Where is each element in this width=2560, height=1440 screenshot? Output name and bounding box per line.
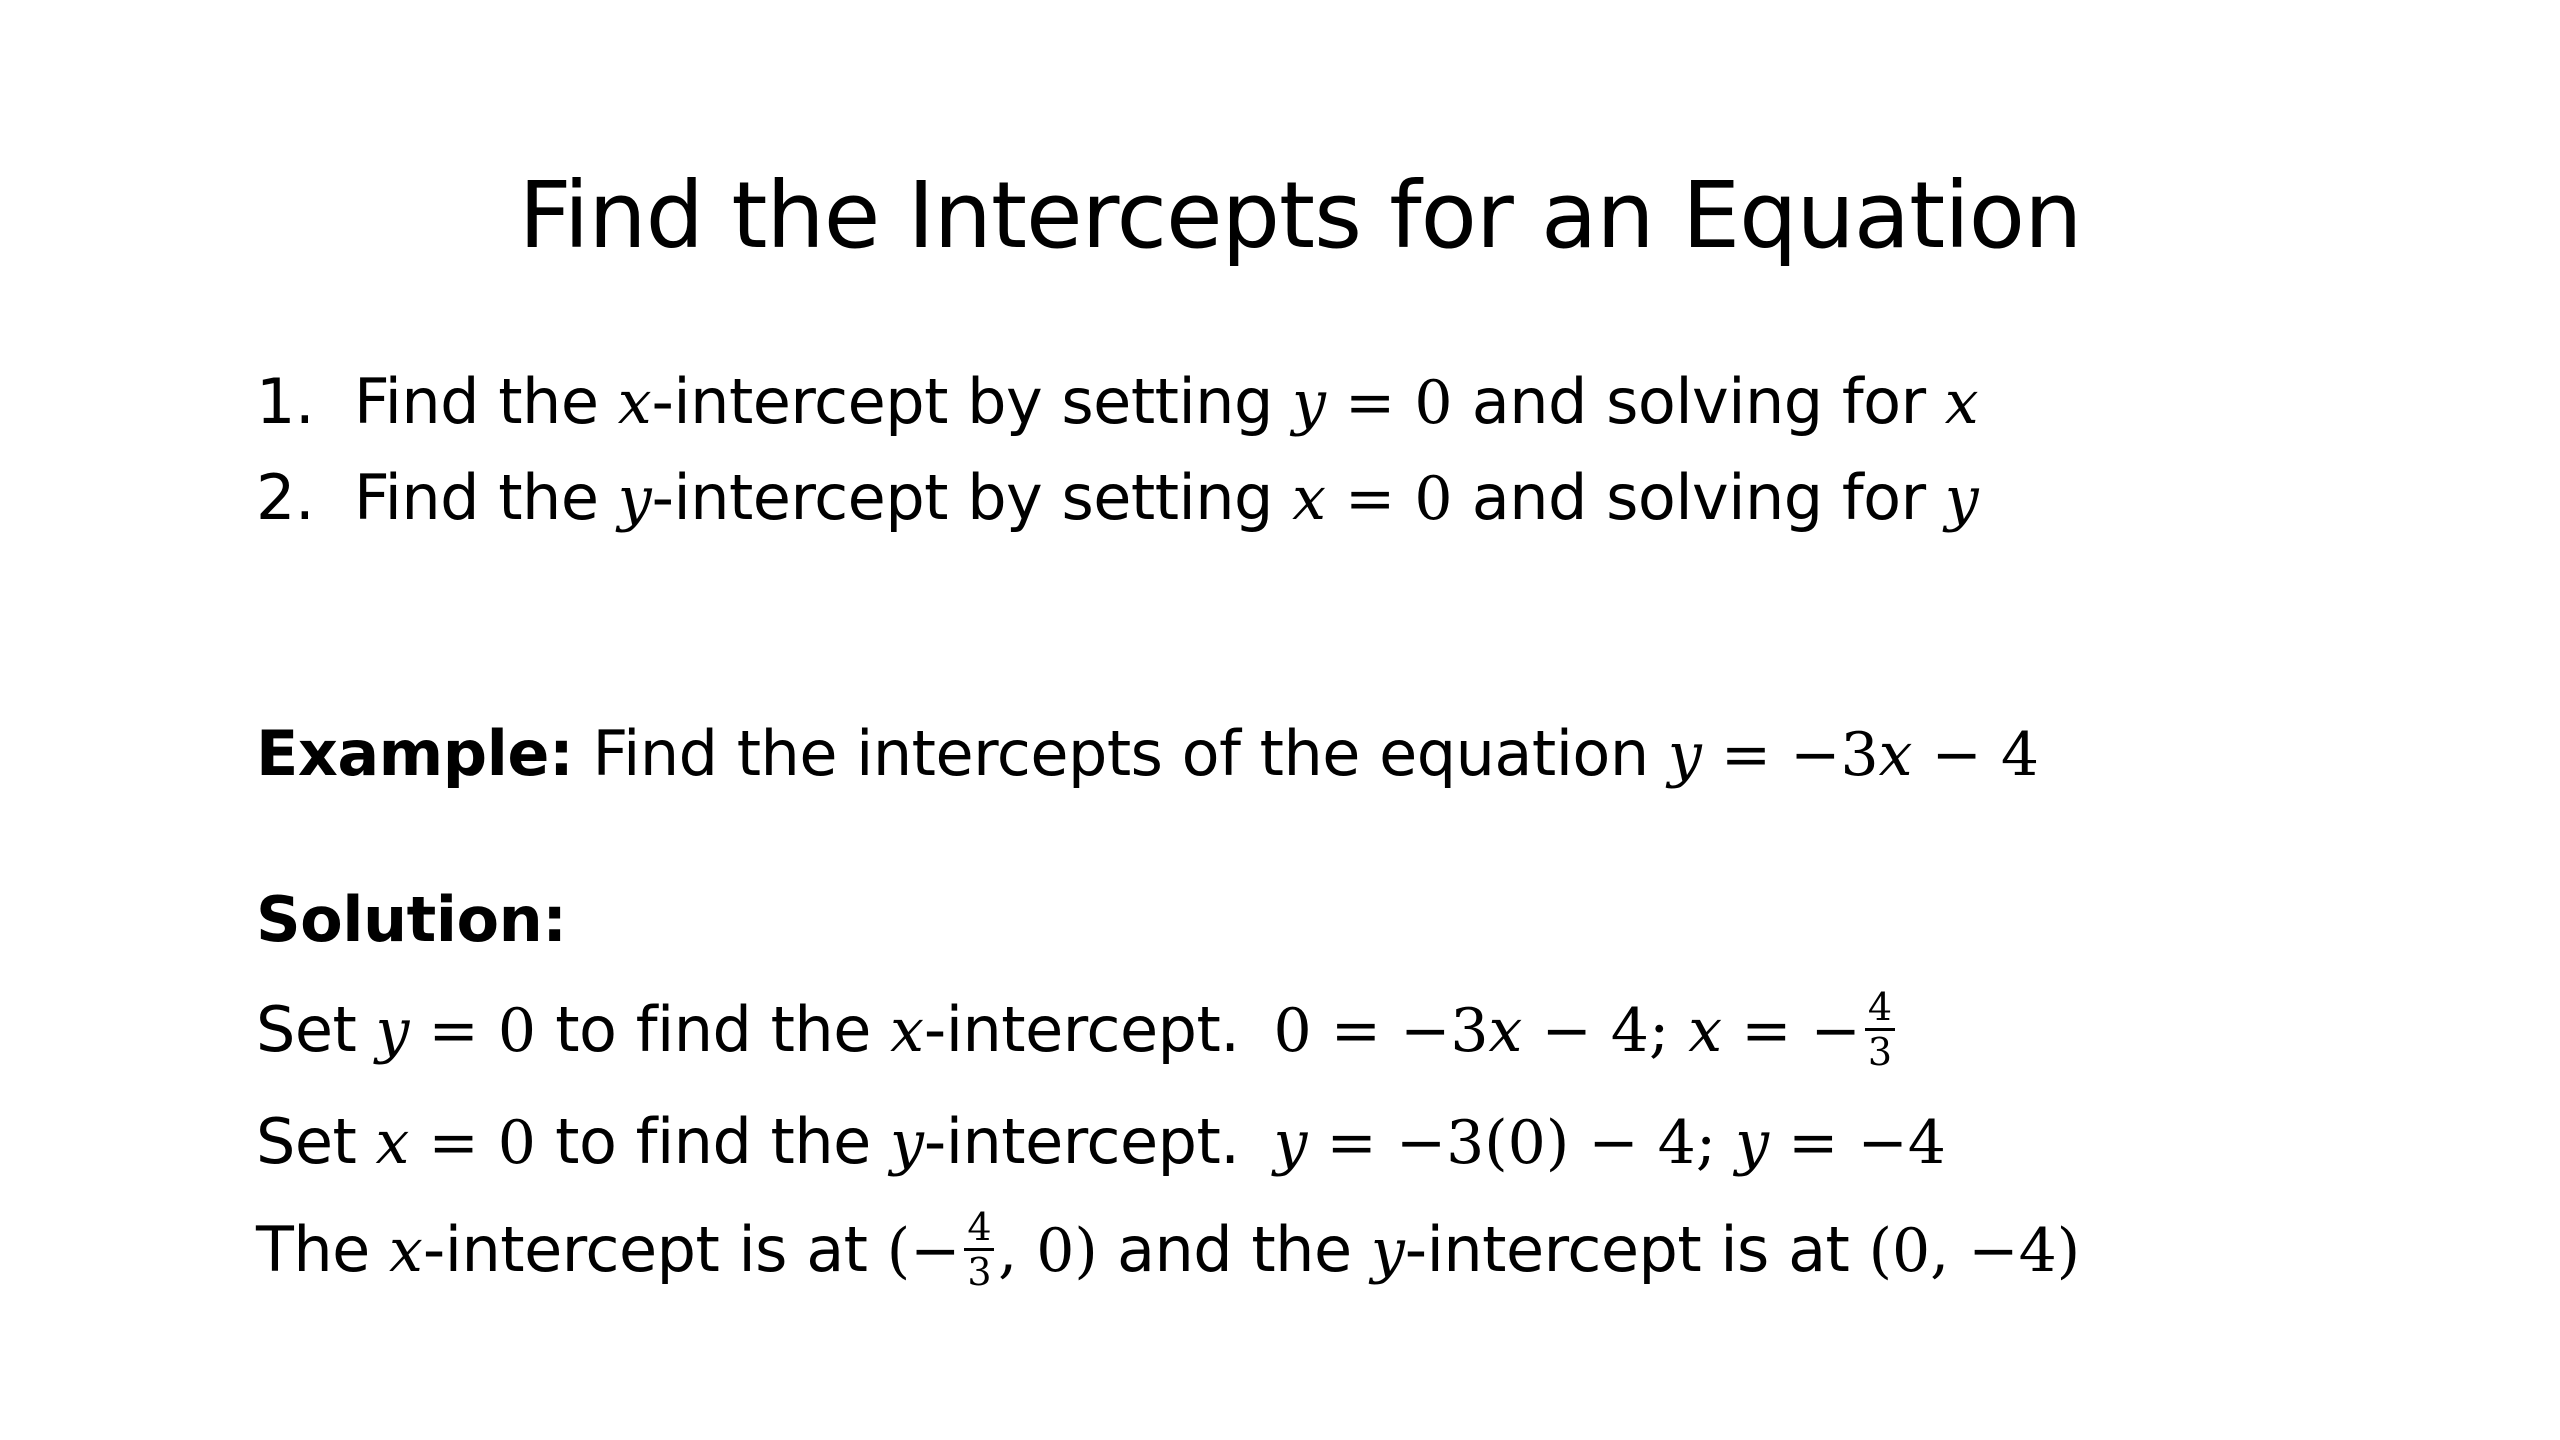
fraction-denominator: 3	[1867, 1030, 1892, 1075]
math-var: x	[1488, 996, 1523, 1066]
fraction-denominator: 3	[967, 1250, 992, 1295]
math-expr: = −3(0) − 4;	[1307, 1108, 1736, 1178]
math-var: x	[1944, 368, 1979, 438]
math-var: y	[1292, 368, 1326, 438]
math-var: x	[389, 1216, 423, 1286]
math-expr: = −3	[1701, 720, 1879, 790]
example-line	[256, 714, 2039, 795]
solution-text: Set	[256, 993, 376, 1066]
fraction	[1865, 986, 1895, 1073]
solution-text: and the	[1097, 1213, 1371, 1286]
math-var: y	[1273, 1108, 1308, 1178]
math-var: x	[375, 1108, 410, 1178]
math-var: x	[617, 368, 652, 438]
step-text: Find the	[354, 365, 618, 438]
math-var: y	[890, 1108, 924, 1178]
math-var: x	[890, 996, 924, 1066]
solution-text: -intercept.	[923, 1105, 1240, 1178]
solution-text: to find the	[536, 993, 891, 1066]
solution-text: -intercept is at	[422, 1213, 887, 1286]
example-label: Example:	[256, 717, 574, 790]
solution-label: Solution:	[256, 883, 567, 956]
step-text: -intercept by setting	[651, 365, 1293, 438]
step-text: and solving for	[1452, 365, 1945, 438]
math-var: x	[1688, 996, 1723, 1066]
math-var: y	[375, 996, 410, 1066]
example-text: Find the intercepts of the equation	[573, 717, 1668, 790]
fraction-numerator: 4	[1865, 986, 1895, 1031]
solution-text: Set	[256, 1105, 376, 1178]
math-expr: = −4	[1769, 1108, 1946, 1178]
step-1	[256, 362, 1979, 443]
solution-text: The	[256, 1213, 390, 1286]
math-expr: − 4	[1912, 720, 2040, 790]
solution-text: -intercept.	[923, 993, 1240, 1066]
fraction	[964, 1206, 994, 1293]
math-var: x	[1292, 464, 1326, 534]
slide-title: Find the Intercepts for an Equation	[518, 162, 2082, 269]
math-var: y	[1667, 720, 1702, 790]
step-number: 1.	[256, 365, 315, 438]
fraction-numerator: 4	[964, 1206, 994, 1251]
math-var: x	[1878, 720, 1913, 790]
math-expr: (0, −4)	[1868, 1216, 2081, 1286]
math-var: y	[617, 464, 652, 534]
step-text: Find the	[354, 461, 618, 534]
math-expr: = 0	[409, 1108, 536, 1178]
math-expr: (−	[886, 1216, 961, 1286]
math-expr: = 0	[1325, 368, 1453, 438]
math-expr: − 4;	[1522, 996, 1689, 1066]
math-expr: = 0	[1325, 464, 1453, 534]
solution-text: to find the	[535, 1105, 890, 1178]
solution-text: -intercept is at	[1404, 1213, 1869, 1286]
math-expr: = 0	[409, 996, 537, 1066]
math-var: y	[1735, 1108, 1770, 1178]
math-var: y	[1944, 464, 1979, 534]
step-number: 2.	[256, 461, 315, 534]
math-expr: = −	[1722, 996, 1861, 1066]
step-text: -intercept by setting	[651, 461, 1293, 534]
solution-line-3	[256, 1205, 2081, 1297]
math-expr: , 0)	[998, 1216, 1098, 1286]
solution-line-2	[256, 1102, 1946, 1183]
solution-line-1	[256, 985, 1899, 1077]
step-2	[256, 458, 1979, 539]
step-text: and solving for	[1452, 461, 1945, 534]
math-expr: 0 = −3	[1273, 996, 1489, 1066]
math-var: y	[1370, 1216, 1405, 1286]
